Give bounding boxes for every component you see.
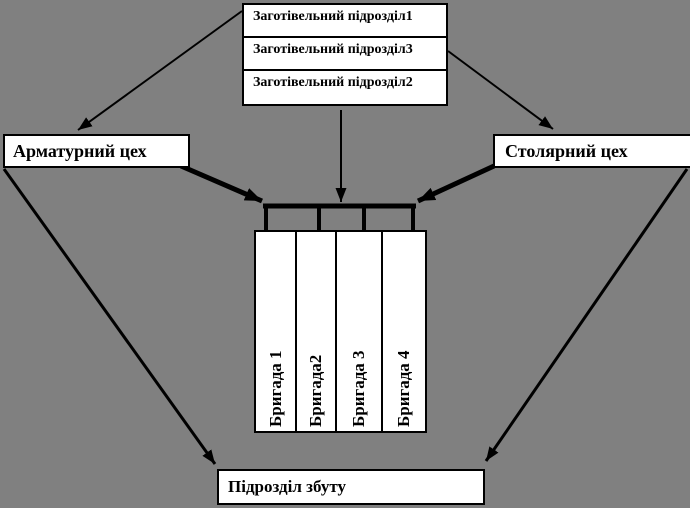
brigade-1-cell: [256, 232, 297, 431]
arrow-carpentry-shop-to-brigades: [418, 166, 494, 201]
carpentry-shop-box: [493, 134, 690, 168]
supply-unit-3: [244, 38, 446, 71]
arrow-carpentry-shop-to-sales: [486, 169, 687, 461]
brigade-2-cell: [297, 232, 337, 431]
brigade-4-label: Бригада 4: [394, 350, 413, 427]
arrow-supply-to-carpentry-shop: [448, 51, 553, 129]
supply-unit-1-label: Заготівельний підрозділ1: [253, 9, 413, 24]
supply-unit-2-label: Заготівельний підрозділ2: [253, 75, 413, 90]
supply-unit-2: [244, 71, 446, 104]
brigade-3-cell: [337, 232, 383, 431]
supply-unit-1: [244, 5, 446, 38]
armature-shop-box: [3, 134, 190, 168]
arrow-armature-shop-to-sales: [4, 169, 215, 464]
brigades-box: [254, 230, 427, 433]
arrow-supply-to-armature-shop: [78, 11, 242, 130]
carpentry-shop-label: Столярний цех: [505, 141, 628, 161]
brigade-3-label: Бригада 3: [349, 350, 368, 427]
brigade-4-cell: [383, 232, 425, 431]
supply-unit-3-label: Заготівельний підрозділ3: [253, 42, 413, 57]
brigade-2-label: Бригада2: [306, 354, 325, 427]
sales-unit-label: Підрозділ збуту: [228, 477, 346, 496]
supply-units-box: [242, 3, 448, 106]
brigade-1-label: Бригада 1: [265, 350, 285, 427]
arrow-armature-shop-to-brigades: [181, 166, 262, 201]
armature-shop-label: Арматурний цех: [13, 141, 147, 161]
sales-unit-box: [217, 469, 485, 505]
